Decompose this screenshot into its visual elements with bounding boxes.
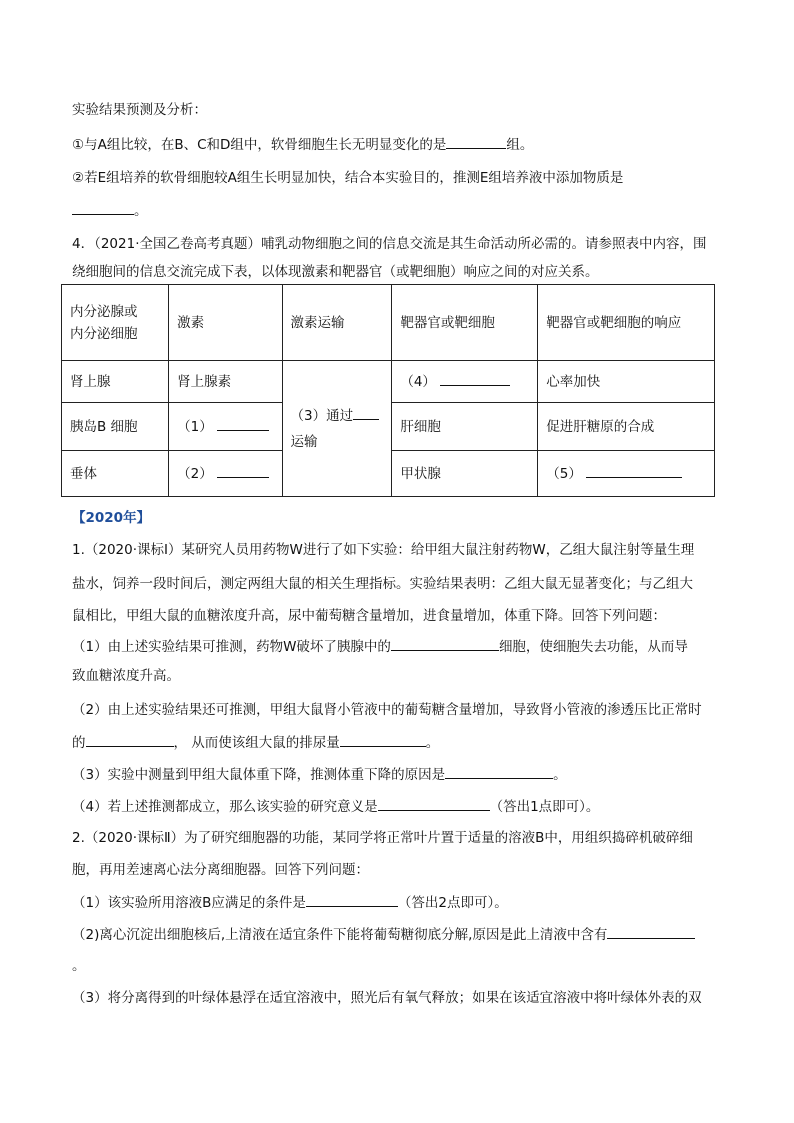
q2020-1-s2-line2: [72, 732, 439, 752]
q2020-1-s2-tail: 。: [425, 735, 440, 751]
q4-line2: 绕细胞间的信息交流完成下表，以体现激素和靶器官（或靶细胞）响应之间的对应关系。: [72, 264, 599, 280]
hormone-label: （1）: [177, 418, 213, 435]
q2020-1-line3: 鼠相比，甲组大鼠的血糖浓度升高，尿中葡萄糖含量增加，进食量增加，体重下降。回答下列问题：: [72, 608, 666, 624]
header-gland-line1: 内分泌腺或: [70, 303, 138, 320]
q2020-1-s1-text: （1）由上述实验结果可推测，药物W破坏了胰腺中的: [72, 639, 391, 655]
q3-item2-line1: ②若E组培养的软骨细胞较A组生长明显加快，结合本实验目的，推测E组培养液中添加物质是: [72, 170, 624, 186]
q2020-1-s2-blank1[interactable]: [86, 732, 174, 747]
q2020-2-s1-text: （1）该实验所用溶液B应满足的条件是: [72, 895, 306, 911]
q3-item1-blank[interactable]: [446, 134, 506, 149]
q3-item2-blank[interactable]: [72, 200, 134, 215]
q3-item2-tail: 。: [134, 203, 148, 219]
q2020-2-s1-tail: （答出2点即可）。: [397, 895, 508, 911]
q3-item2-line2: [72, 200, 148, 220]
q2020-1-s1-line2: 致血糖浓度升高。: [72, 668, 180, 684]
q2020-2-line2: 胞，再用差速离心法分离细胞器。回答下列问题：: [72, 862, 369, 878]
q2020-1-s3-blank[interactable]: [445, 764, 553, 779]
hormone-table: [61, 284, 715, 497]
hormone-label: （2）: [177, 465, 213, 482]
transport-label: （3）通过: [290, 407, 354, 424]
cell-hormone: [169, 451, 282, 497]
cell-gland: 肾上腺: [62, 361, 169, 403]
q2020-2-s2: [72, 924, 695, 944]
q2020-1-s3-text: （3）实验中测量到甲组大鼠体重下降，推测体重下降的原因是: [72, 767, 446, 783]
q2020-2-s2-line2: 。: [72, 958, 86, 974]
q2020-1-line2: 盐水，饲养一段时间后，测定两组大鼠的相关生理指标。实验结果表明：乙组大鼠无显著变化；与乙组大: [72, 576, 693, 592]
transport-blank[interactable]: [353, 405, 379, 420]
response-label: （5）: [546, 465, 582, 482]
cell-hormone: 肾上腺素: [169, 361, 282, 403]
q2020-1-line1: 1.（2020·课标Ⅰ）某研究人员用药物W进行了如下实验：给甲组大鼠注射药物W，乙组大鼠注射等量生理: [72, 542, 695, 558]
cell-response: 促进肝糖原的合成: [538, 403, 715, 451]
q2020-1-s4-text: （4）若上述推测都成立，那么该实验的研究意义是: [72, 799, 378, 815]
header-target: 靶器官或靶细胞: [392, 285, 538, 361]
cell-gland: 胰岛B 细胞: [62, 403, 169, 451]
q2020-2-s3-line1: （3）将分离得到的叶绿体悬浮在适宜溶液中，照光后有氧气释放；如果在该适宜溶液中将叶绿体外表的双: [72, 990, 702, 1006]
q2020-1-s4-tail: （答出1点即可）。: [489, 799, 600, 815]
hormone-blank[interactable]: [217, 463, 269, 478]
target-blank[interactable]: [440, 371, 510, 386]
header-gland: [62, 285, 169, 361]
q2020-1-s3-tail: 。: [553, 767, 567, 783]
header-gland-line2: 内分泌细胞: [70, 325, 138, 342]
transport-line2: 运输: [290, 433, 318, 450]
q2020-1-s1-blank[interactable]: [391, 636, 499, 651]
cell-hormone: [169, 403, 282, 451]
q2020-1-s4-blank[interactable]: [378, 796, 490, 811]
q2020-1-s4: [72, 796, 599, 816]
section-2020-heading: 【2020年】: [72, 510, 151, 526]
cell-transport: [282, 361, 392, 497]
q2020-1-s2-text: 的: [72, 735, 86, 751]
target-label: （4）: [400, 373, 436, 390]
q2020-2-s2-text: （2)离心沉淀出细胞核后,上清液在适宜条件下能将葡萄糖彻底分解,原因是此上清液中含有: [72, 927, 608, 943]
header-response: 靶器官或靶细胞的响应: [538, 285, 715, 361]
cell-target: [392, 361, 538, 403]
hormone-blank[interactable]: [217, 416, 269, 431]
response-blank[interactable]: [586, 463, 682, 478]
cell-response: [538, 451, 715, 497]
q4-line1: 4．（2021·全国乙卷高考真题）哺乳动物细胞之间的信息交流是其生命活动所必需的。请参照表中内容，围: [72, 236, 707, 252]
q2020-1-s1: [72, 636, 688, 656]
q3-item1: [72, 134, 533, 154]
table-row: [62, 361, 715, 403]
q3-item1-tail: 组。: [506, 137, 534, 153]
cell-response: 心率加快: [538, 361, 715, 403]
transport-line1: [291, 405, 392, 427]
q3-heading: 实验结果预测及分析：: [72, 102, 207, 118]
q2020-2-line1: 2.（2020·课标Ⅱ）为了研究细胞器的功能，某同学将正常叶片置于适量的溶液B中，用组织捣碎机破碎细: [72, 830, 693, 846]
q2020-1-s3: [72, 764, 567, 784]
cell-gland: 垂体: [62, 451, 169, 497]
q2020-1-s2-blank2[interactable]: [340, 732, 426, 747]
table-header-row: [62, 285, 715, 361]
q2020-1-s1-tail: 细胞，使细胞失去功能，从而导: [498, 639, 688, 655]
q2020-1-s2-line1: （2）由上述实验结果还可推测，甲组大鼠肾小管液中的葡萄糖含量增加，导致肾小管液的渗透压比正常时: [72, 702, 702, 718]
q2020-2-s1: [72, 892, 508, 912]
cell-target: 甲状腺: [392, 451, 538, 497]
q2020-2-s2-blank[interactable]: [607, 924, 695, 939]
q2020-2-s1-blank[interactable]: [306, 892, 398, 907]
q2020-1-s2-mid: ， 从而使该组大鼠的排尿量: [173, 735, 340, 751]
cell-target: 肝细胞: [392, 403, 538, 451]
header-hormone: 激素: [169, 285, 282, 361]
q3-item1-text: ①与A组比较，在B、C和D组中，软骨细胞生长无明显变化的是: [72, 137, 447, 153]
header-transport: 激素运输: [282, 285, 392, 361]
